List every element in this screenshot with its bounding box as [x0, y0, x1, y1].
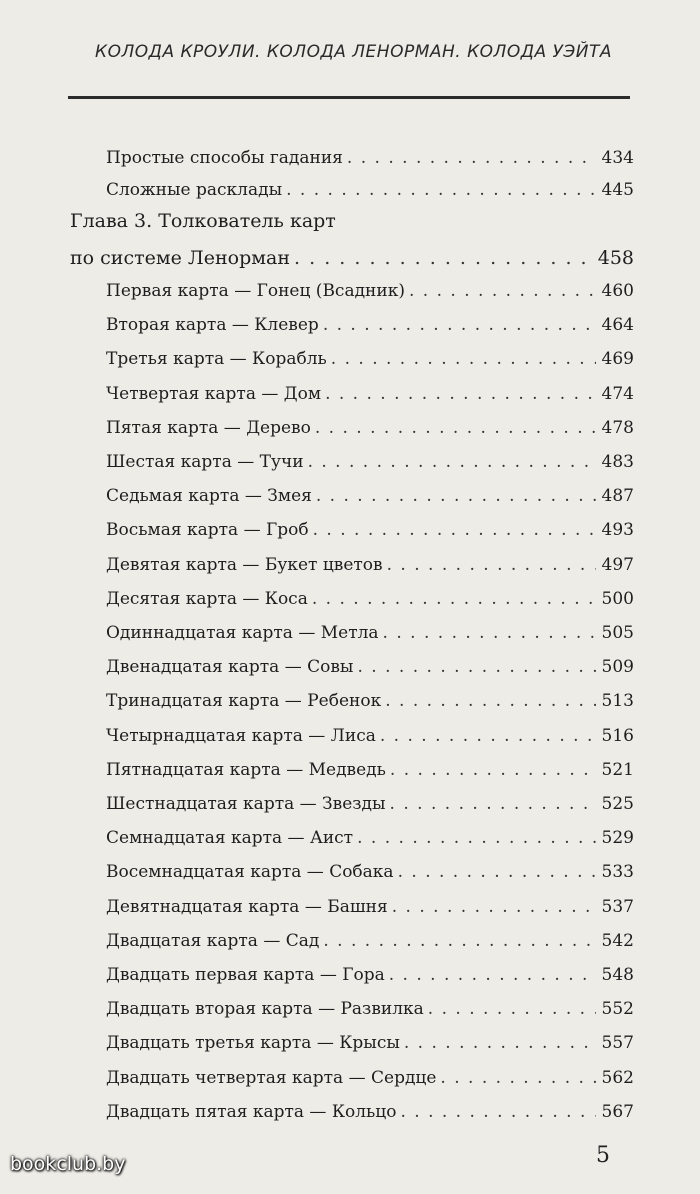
chapter-page: 458 — [597, 247, 634, 269]
toc-entry-page: 521 — [601, 759, 634, 780]
running-head: КОЛОДА КРОУЛИ. КОЛОДА ЛЕНОРМАН. КОЛОДА УЭЙТА — [95, 42, 612, 62]
toc-entry — [106, 310, 634, 340]
toc-entry-title: Двадцать четвертая карта — Сердце — [106, 1067, 437, 1088]
toc-entry-title: Восьмая карта — Гроб — [106, 520, 309, 541]
toc-entry — [106, 276, 634, 306]
toc-entry-page: 434 — [601, 148, 634, 168]
toc-leader-dots — [385, 686, 595, 716]
toc-entry-page: 548 — [601, 965, 634, 985]
toc-entry — [106, 1097, 634, 1127]
toc-entry-page: 516 — [601, 725, 634, 746]
toc-entry-title: Восемнадцатая карта — Собака — [106, 862, 394, 883]
toc-leader-dots — [294, 243, 592, 273]
toc-entry — [106, 584, 634, 614]
toc-entry-title: Одиннадцатая карта — Метла — [106, 623, 379, 643]
toc-entry-title: Четырнадцатая карта — Лиса — [106, 725, 376, 746]
toc-entry-page: 474 — [601, 383, 634, 404]
toc-entry-title: Первая карта — Гонец (Всадник) — [106, 281, 405, 301]
toc-entry-title: Двадцать пятая карта — Кольцо — [106, 1101, 397, 1122]
toc-entry — [106, 175, 634, 205]
toc-entry-title: Шестая карта — Тучи — [106, 452, 304, 472]
chapter-title-line1: Глава 3. Толкователь карт — [70, 210, 336, 232]
toc-leader-dots — [398, 857, 596, 887]
toc-leader-dots — [313, 515, 596, 545]
toc-entry-title: Пятнадцатая карта — Медведь — [106, 759, 386, 780]
toc-entry — [106, 413, 634, 443]
toc-entry-title: Простые способы гадания — [106, 148, 343, 168]
toc-entry-page: 552 — [601, 999, 634, 1020]
toc-leader-dots — [331, 344, 596, 374]
toc-entry-page: 567 — [601, 1101, 634, 1122]
chapter-entry — [70, 243, 634, 273]
toc-leader-dots — [308, 447, 596, 477]
toc-entry — [106, 926, 634, 956]
toc-leader-dots — [323, 310, 596, 340]
toc-entry-title: Двадцатая карта — Сад — [106, 930, 320, 951]
toc-entry-page: 505 — [601, 623, 634, 643]
toc-entry — [106, 755, 634, 785]
toc-leader-dots — [440, 1063, 595, 1093]
toc-entry-page: 562 — [601, 1067, 634, 1088]
toc-entry-page: 469 — [601, 349, 634, 370]
toc-entry-title: Двадцать первая карта — Гора — [106, 965, 385, 985]
toc-entry-page: 557 — [601, 1033, 634, 1054]
toc-entry — [106, 721, 634, 751]
toc-entry-page: 500 — [601, 588, 634, 609]
toc-entry-page: 487 — [601, 486, 634, 507]
toc-entry — [106, 789, 634, 819]
toc-entry — [106, 379, 634, 409]
toc-leader-dots — [390, 755, 596, 785]
toc-entry-page: 460 — [601, 281, 634, 301]
toc-leader-dots — [286, 175, 595, 205]
toc-entry-title: Двадцать вторая карта — Развилка — [106, 999, 424, 1020]
toc-entry-title: Четвертая карта — Дом — [106, 383, 322, 404]
toc-entry-page: 509 — [601, 657, 634, 678]
toc-leader-dots — [380, 721, 596, 751]
toc-leader-dots — [409, 276, 596, 306]
toc-entry — [106, 1063, 634, 1093]
toc-entry-page: 497 — [601, 554, 634, 575]
toc-entry — [106, 823, 634, 853]
toc-entry-page: 542 — [601, 930, 634, 951]
toc-entry-title: Девятнадцатая карта — Башня — [106, 896, 388, 917]
toc-leader-dots — [392, 892, 596, 922]
toc-entry-page: 483 — [601, 452, 634, 472]
toc-entry-title: Третья карта — Корабль — [106, 349, 327, 370]
toc-leader-dots — [389, 960, 596, 990]
toc-entry — [106, 515, 634, 545]
toc-leader-dots — [357, 823, 595, 853]
toc-entry — [106, 618, 634, 648]
toc-entry-page: 513 — [601, 691, 634, 712]
toc-entry-title: Двадцать третья карта — Крысы — [106, 1033, 400, 1054]
toc-entry-title: Тринадцатая карта — Ребенок — [106, 691, 382, 712]
toc-entry — [106, 143, 634, 173]
toc-entry-title: Девятая карта — Букет цветов — [106, 554, 383, 575]
toc-entry — [106, 960, 634, 990]
toc-leader-dots — [390, 789, 596, 819]
toc-entry — [106, 481, 634, 511]
toc-entry — [106, 652, 634, 682]
site-watermark: bookclub.by — [10, 1153, 126, 1175]
toc-leader-dots — [383, 618, 596, 648]
toc-entry — [106, 1028, 634, 1058]
toc-leader-dots — [404, 1028, 596, 1058]
toc-entry-title: Семнадцатая карта — Аист — [106, 828, 354, 849]
toc-entry-title: Вторая карта — Клевер — [106, 315, 319, 336]
toc-leader-dots — [325, 379, 595, 409]
toc-entry-page: 529 — [601, 828, 634, 849]
toc-entry-title: Пятая карта — Дерево — [106, 417, 311, 438]
toc-entry — [106, 994, 634, 1024]
toc-entry-page: 478 — [601, 417, 634, 438]
toc-leader-dots — [387, 550, 596, 580]
toc-leader-dots — [357, 652, 595, 682]
page-number: 5 — [596, 1143, 610, 1168]
toc-entry-page: 537 — [601, 896, 634, 917]
toc-entry — [106, 686, 634, 716]
toc-entry — [106, 447, 634, 477]
toc-leader-dots — [312, 584, 596, 614]
toc-entry-page: 464 — [601, 315, 634, 336]
toc-entry-title: Седьмая карта — Змея — [106, 486, 312, 507]
chapter-title-line2: по системе Ленорман — [70, 247, 291, 269]
toc-entry — [106, 892, 634, 922]
toc-entry-page: 533 — [601, 862, 634, 883]
toc-entry-title: Шестнадцатая карта — Звезды — [106, 794, 386, 814]
toc-entry — [106, 550, 634, 580]
toc-entry-title: Десятая карта — Коса — [106, 588, 308, 609]
toc-entry-page: 445 — [601, 180, 634, 200]
toc-entry-page: 493 — [601, 520, 634, 541]
toc-leader-dots — [428, 994, 596, 1024]
header-rule — [68, 96, 630, 99]
toc-entry-page: 525 — [601, 794, 634, 814]
toc-entry-title: Сложные расклады — [106, 180, 283, 200]
toc-entry — [106, 857, 634, 887]
toc-leader-dots — [347, 143, 596, 173]
toc-entry-title: Двенадцатая карта — Совы — [106, 657, 354, 678]
toc-leader-dots — [316, 481, 596, 511]
toc-leader-dots — [315, 413, 596, 443]
toc-leader-dots — [400, 1097, 595, 1127]
toc-entry — [106, 344, 634, 374]
toc-leader-dots — [323, 926, 595, 956]
